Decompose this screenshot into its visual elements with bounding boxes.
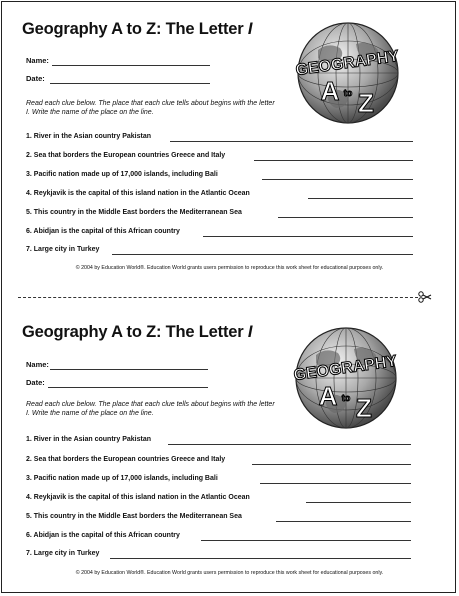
answer-line-4[interactable] <box>308 198 413 199</box>
logo-a: A <box>318 381 338 411</box>
logo-z: Z <box>356 393 372 423</box>
answer-line-7[interactable] <box>110 558 411 559</box>
worksheet-title: Geography A to Z: The Letter I <box>22 20 253 38</box>
instructions: Read each clue below. The place that each clue tells about begins with the letter I. Write the name of the place on the line. <box>26 100 275 116</box>
question-7: 7. Large city in Turkey <box>26 246 100 253</box>
date-line[interactable] <box>50 83 210 84</box>
answer-line-1[interactable] <box>168 444 411 445</box>
answer-line-2[interactable] <box>254 160 413 161</box>
answer-line-1[interactable] <box>170 141 413 142</box>
logo-z: Z <box>358 88 374 118</box>
name-line[interactable] <box>50 369 208 370</box>
answer-line-7[interactable] <box>112 254 413 255</box>
question-5: 5. This country in the Middle East borders the Mediterranean Sea <box>26 513 242 520</box>
answer-line-3[interactable] <box>260 483 411 484</box>
copyright-notice: © 2004 by Education World®. Education World grants users permission to reproduce this work sheet for educational purposes only. <box>75 570 384 576</box>
logo-word: GEOGRAPHY <box>292 352 399 385</box>
question-4: 4. Reykjavik is the capital of this island nation in the Atlantic Ocean <box>26 190 250 197</box>
name-label: Name: <box>26 56 49 65</box>
answer-line-6[interactable] <box>203 236 413 237</box>
scissors-icon <box>418 291 432 303</box>
answer-line-4[interactable] <box>306 502 411 503</box>
date-line[interactable] <box>48 387 208 388</box>
instructions: Read each clue below. The place that each clue tells about begins with the letter I. Write the name of the place on the line. <box>26 401 275 417</box>
answer-line-2[interactable] <box>252 464 411 465</box>
question-4: 4. Reykjavik is the capital of this island nation in the Atlantic Ocean <box>26 494 250 501</box>
geography-globe-logo <box>286 319 406 437</box>
question-6: 6. Abidjan is the capital of this African country <box>26 228 180 235</box>
answer-line-5[interactable] <box>278 217 413 218</box>
cut-line <box>18 297 418 298</box>
geography-globe-logo <box>288 14 408 132</box>
question-3: 3. Pacific nation made up of 17,000 islands, including Bali <box>26 475 218 482</box>
name-line[interactable] <box>52 65 210 66</box>
logo-to: to <box>341 393 351 403</box>
date-label: Date: <box>26 74 45 83</box>
logo-word: GEOGRAPHY <box>294 47 401 80</box>
question-6: 6. Abidjan is the capital of this African country <box>26 532 180 539</box>
question-2: 2. Sea that borders the European countries Greece and Italy <box>26 456 226 463</box>
question-2: 2. Sea that borders the European countries Greece and Italy <box>26 152 226 159</box>
question-1: 1. River in the Asian country Pakistan <box>26 133 152 140</box>
worksheet-bottom <box>0 306 459 596</box>
date-label: Date: <box>26 378 45 387</box>
question-5: 5. This country in the Middle East borders the Mediterranean Sea <box>26 209 242 216</box>
question-7: 7. Large city in Turkey <box>26 550 100 557</box>
name-label: Name: <box>26 360 49 369</box>
logo-a: A <box>320 76 340 106</box>
question-3: 3. Pacific nation made up of 17,000 islands, including Bali <box>26 171 218 178</box>
worksheet-top <box>0 0 459 290</box>
answer-line-6[interactable] <box>201 540 411 541</box>
copyright-notice: © 2004 by Education World®. Education World grants users permission to reproduce this work sheet for educational purposes only. <box>75 265 384 271</box>
answer-line-3[interactable] <box>262 179 413 180</box>
worksheet-title: Geography A to Z: The Letter I <box>22 323 253 341</box>
question-1: 1. River in the Asian country Pakistan <box>26 436 152 443</box>
logo-to: to <box>343 88 353 98</box>
answer-line-5[interactable] <box>276 521 411 522</box>
